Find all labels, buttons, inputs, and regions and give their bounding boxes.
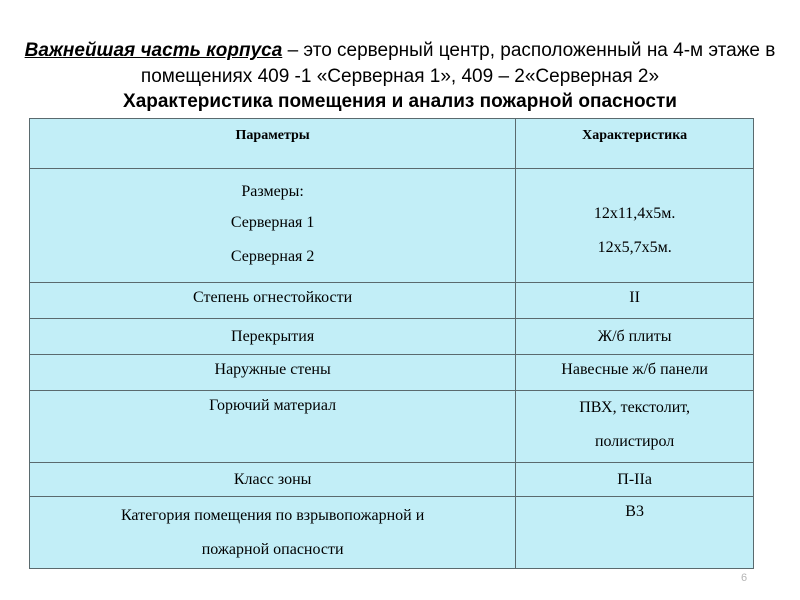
table-row bbox=[30, 283, 754, 319]
param-line: Серверная 2 bbox=[230, 247, 315, 265]
param-cell bbox=[30, 497, 516, 569]
value-cell: Ж/б плиты bbox=[516, 319, 754, 355]
table-row bbox=[30, 391, 754, 463]
characteristics-table bbox=[29, 118, 754, 569]
value-cell: В3 bbox=[516, 497, 754, 569]
param-cell: Горючий материал bbox=[30, 391, 516, 463]
value-cell: П-IIа bbox=[516, 463, 754, 497]
table-row bbox=[30, 497, 754, 569]
table-row bbox=[30, 463, 754, 497]
value-line: 12х5,7х5м. bbox=[597, 238, 672, 256]
intro-paragraph bbox=[20, 38, 780, 90]
param-cell: Степень огнестойкости bbox=[30, 283, 516, 319]
table-row bbox=[30, 355, 754, 391]
param-cell: Класс зоны bbox=[30, 463, 516, 497]
table-row bbox=[30, 319, 754, 355]
value-cell bbox=[516, 391, 754, 463]
param-cell: Перекрытия bbox=[30, 319, 516, 355]
value-cell: II bbox=[516, 283, 754, 319]
table-row bbox=[30, 169, 754, 283]
intro-lead: Важнейшая часть корпуса bbox=[24, 40, 283, 61]
table-header-row bbox=[30, 119, 754, 169]
header-parameters: Параметры bbox=[30, 119, 516, 169]
header-characteristic: Характеристика bbox=[516, 119, 754, 169]
value-cell bbox=[516, 169, 754, 283]
param-cell bbox=[30, 169, 516, 283]
intro-text: – это серверный центр, расположенный на 4-м этаже в помещениях 409 -1 «Серверная 1», 409 – 2«Серверная 2» bbox=[140, 40, 776, 87]
param-line: Серверная 1 bbox=[230, 213, 315, 231]
param-line: Категория помещения по взрывопожарной и bbox=[120, 506, 425, 524]
param-line: Размеры: bbox=[241, 182, 304, 200]
section-title: Характеристика помещения и анализ пожарной опасности bbox=[123, 91, 677, 112]
value-line: полистирол bbox=[594, 433, 675, 450]
value-line: 12х11,4х5м. bbox=[593, 204, 676, 222]
value-line: ПВХ, текстолит, bbox=[579, 399, 691, 416]
param-line: пожарной опасности bbox=[201, 540, 344, 558]
page-number: 6 bbox=[741, 572, 748, 584]
param-cell: Наружные стены bbox=[30, 355, 516, 391]
value-cell: Навесные ж/б панели bbox=[516, 355, 754, 391]
